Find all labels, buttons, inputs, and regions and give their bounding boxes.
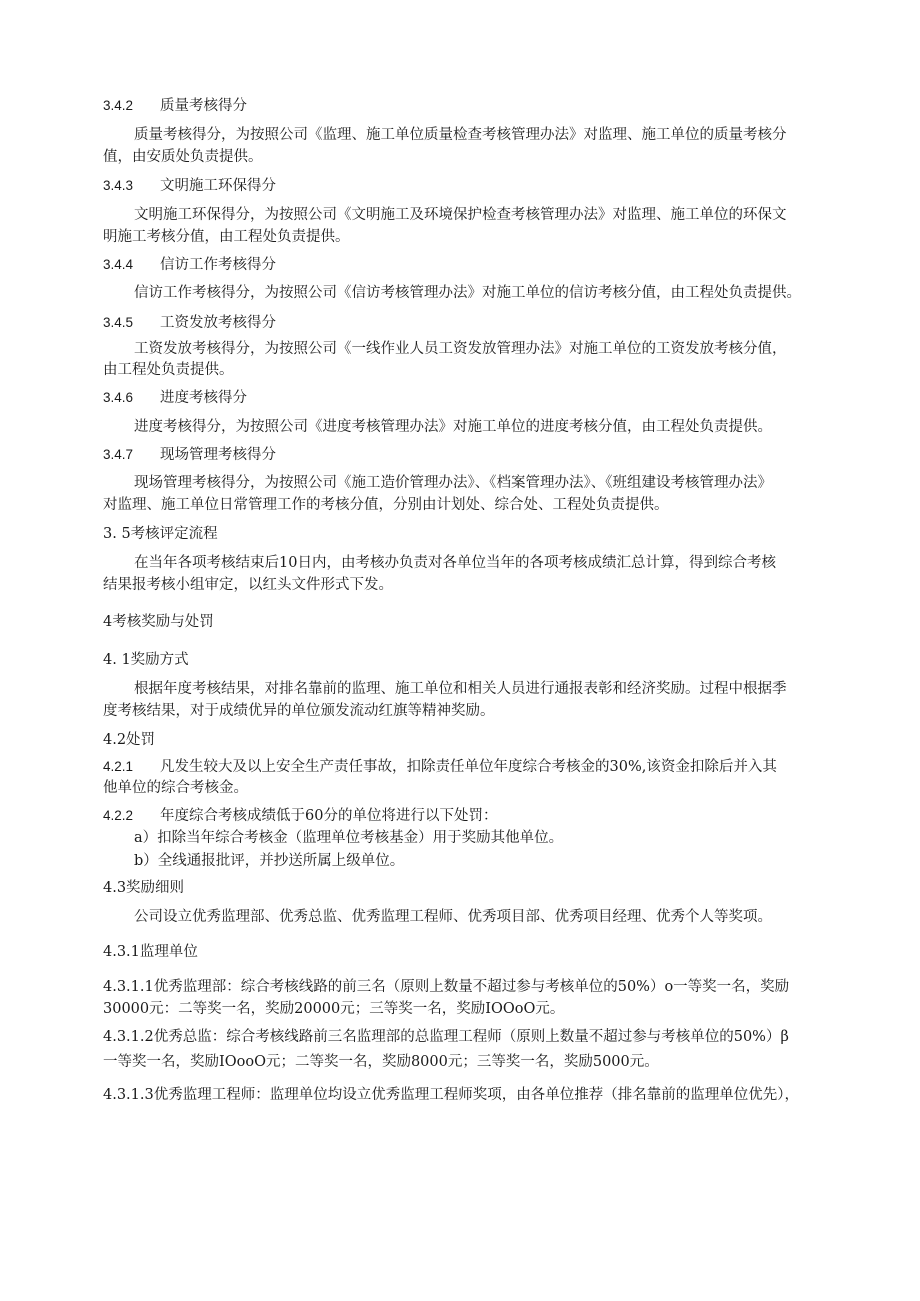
paragraph-line: 明施工考核分值，由工程处负责提供。: [103, 229, 350, 245]
paragraph-line: 工资发放考核得分，为按照公司《一线作业人员工资发放管理办法》对施工单位的工资发放考核分值，: [134, 341, 787, 357]
paragraph-line: 信访工作考核得分，为按照公司《信访考核管理办法》对施工单位的信访考核分值，由工程处负责提供。: [134, 285, 801, 301]
paragraph-line: 公司设立优秀监理部、优秀总监、优秀监理工程师、优秀项目部、优秀项目经理、优秀个人等奖项。: [134, 909, 772, 925]
paragraph-line: 对监理、施工单位日常管理工作的考核分值，分别由计划处、综合处、工程处负责提供。: [103, 497, 669, 513]
paragraph-line: 在当年各项考核结束后10日内，由考核办负责对各单位当年的各项考核成绩汇总计算，得到综合考核: [134, 555, 776, 571]
paragraph-line: 根据年度考核结果，对排名靠前的监理、施工单位和相关人员进行通报表彰和经济奖励。过程中根据季: [134, 681, 787, 697]
paragraph-line: 质量考核得分，为按照公司《监理、施工单位质量检查考核管理办法》对监理、施工单位的质量考核分: [134, 127, 787, 143]
section-heading-3-5: 3. 5考核评定流程: [103, 526, 218, 542]
paragraph-line: 值，由安质处负责提供。: [103, 149, 263, 165]
paragraph-line: 现场管理考核得分，为按照公司《施工造价管理办法》、《档案管理办法》、《班组建设考核管理办法》: [134, 475, 772, 491]
document-page: 3.4.2 质量考核得分 质量考核得分，为按照公司《监理、施工单位质量检查考核管理办法》对监理、施工单位的质量考核分 值，由安质处负责提供。 3.4.3 文明施工环保得分 文明施工环保得分，为按照公司《文明施工及环境保护检查考核管理办法》对监理、施工单位的环保文 明施工考核分值，由工程处负责提供。 3.4.4 信访工作考核得分 信访工作考核得分，为按照公司《信访考核管理办法》对施工单位的信访考核分值，由工程处负责提供。 3.4.5 工资发放考核得分 工资发放考核得分，为按照公司《一线作业人员工资发放管理办法》对施工单位的工资发放考核分值， 由工程处负责提供。 3.4.6 进度考核得分 进度考核得分，为按照公司《进度考核管理办法》对施工单位的进度考核分值，由工程处负责提供。 3.4.7 现场管理考核得分 现场管理考核得分，为按照公司《施工造价管理办法》、《档案管理办法》、《班组建设考核管理办法》 对监理、施工单位日常管理工作的考核分值，分别由计划处、综合处、工程处负责提供。 3. 5考核评定流程 在当年各项考核结束后10日内，由考核办负责对各单位当年的各项考核成绩汇总计算，得到综合考核 结果报考核小组审定，以红头文件形式下发。 4考核奖励与处罚 4. 1奖励方式 根据年度考核结果，对排名靠前的监理、施工单位和相关人员进行通报表彰和经济奖励。过程中根据季 度考核结果，对于成绩优异的单位颁发流动红旗等精神奖励。 4.2处罚 4.2.1 凡发生较大及以上安全生产责任事故，扣除责任单位年度综合考核金的30%,该资金扣除后并入其 他单位的综合考核金。 4.2.2 年度综合考核成绩低于60分的单位将进行以下处罚： a）扣除当年综合考核金（监理单位考核基金）用于奖励其他单位。 b）全线通报批评，并抄送所属上级单位。 4.3奖励细则 公司设立优秀监理部、优秀总监、优秀监理工程师、优秀项目部、优秀项目经理、优秀个人等奖项。 4.3.1监理单位 4.3.1.1优秀监理部：综合考核线路的前三名（原则上数量不超过参与考核单位的50%）o一等奖一名，奖励 30000元：二等奖一名，奖励20000元；三等奖一名，奖励IOOoO元。 4.3.1.2优秀总监：综合考核线路前三名监理部的总监理工程师（原则上数量不超过参与考核单位的50%）β 一等奖一名，奖励IOooO元；二等奖一名，奖励8000元；三等奖一名，奖励5000元。 4.3.1.3优秀监理工程师：监理单位均设立优秀监理工程师奖项，由各单位推荐（排名靠前的监理单位优先），: [103, 98, 801, 1103]
paragraph-line: 4.3.1.2优秀总监：综合考核线路前三名监理部的总监理工程师（原则上数量不超过参与考核单位的50%）β: [103, 1029, 789, 1045]
paragraph-line: 度考核结果，对于成绩优异的单位颁发流动红旗等精神奖励。: [103, 703, 495, 719]
list-item-b: b）全线通报批评，并抄送所属上级单位。: [134, 853, 405, 869]
section-heading-4-3-1: 4.3.1监理单位: [103, 944, 198, 960]
paragraph-line: 30000元：二等奖一名，奖励20000元；三等奖一名，奖励IOOoO元。: [103, 1001, 565, 1017]
paragraph-line: 一等奖一名，奖励IOooO元；二等奖一名，奖励8000元；三等奖一名，奖励5000元。: [103, 1054, 659, 1070]
chapter-heading-4: 4考核奖励与处罚: [103, 614, 214, 630]
paragraph-line: 4.3.1.1优秀监理部：综合考核线路的前三名（原则上数量不超过参与考核单位的50%）o一等奖一名，奖励: [103, 979, 790, 995]
section-heading-4-2: 4.2处罚: [103, 732, 156, 748]
paragraph-line: 进度考核得分，为按照公司《进度考核管理办法》对施工单位的进度考核分值，由工程处负责提供。: [134, 419, 772, 435]
section-heading-4-1: 4. 1奖励方式: [103, 652, 189, 668]
paragraph-line: 4.3.1.3优秀监理工程师：监理单位均设立优秀监理工程师奖项，由各单位推荐（排名靠前的监理单位优先），: [103, 1087, 799, 1103]
paragraph-line: 他单位的综合考核金。: [103, 780, 248, 796]
paragraph-line: 由工程处负责提供。: [103, 362, 234, 378]
paragraph-line: 结果报考核小组审定，以红头文件形式下发。: [103, 577, 393, 593]
paragraph-line: 文明施工环保得分，为按照公司《文明施工及环境保护检查考核管理办法》对监理、施工单位的环保文: [134, 207, 787, 223]
section-heading-4-3: 4.3奖励细则: [103, 880, 185, 896]
list-item-a: a）扣除当年综合考核金（监理单位考核基金）用于奖励其他单位。: [134, 830, 564, 846]
